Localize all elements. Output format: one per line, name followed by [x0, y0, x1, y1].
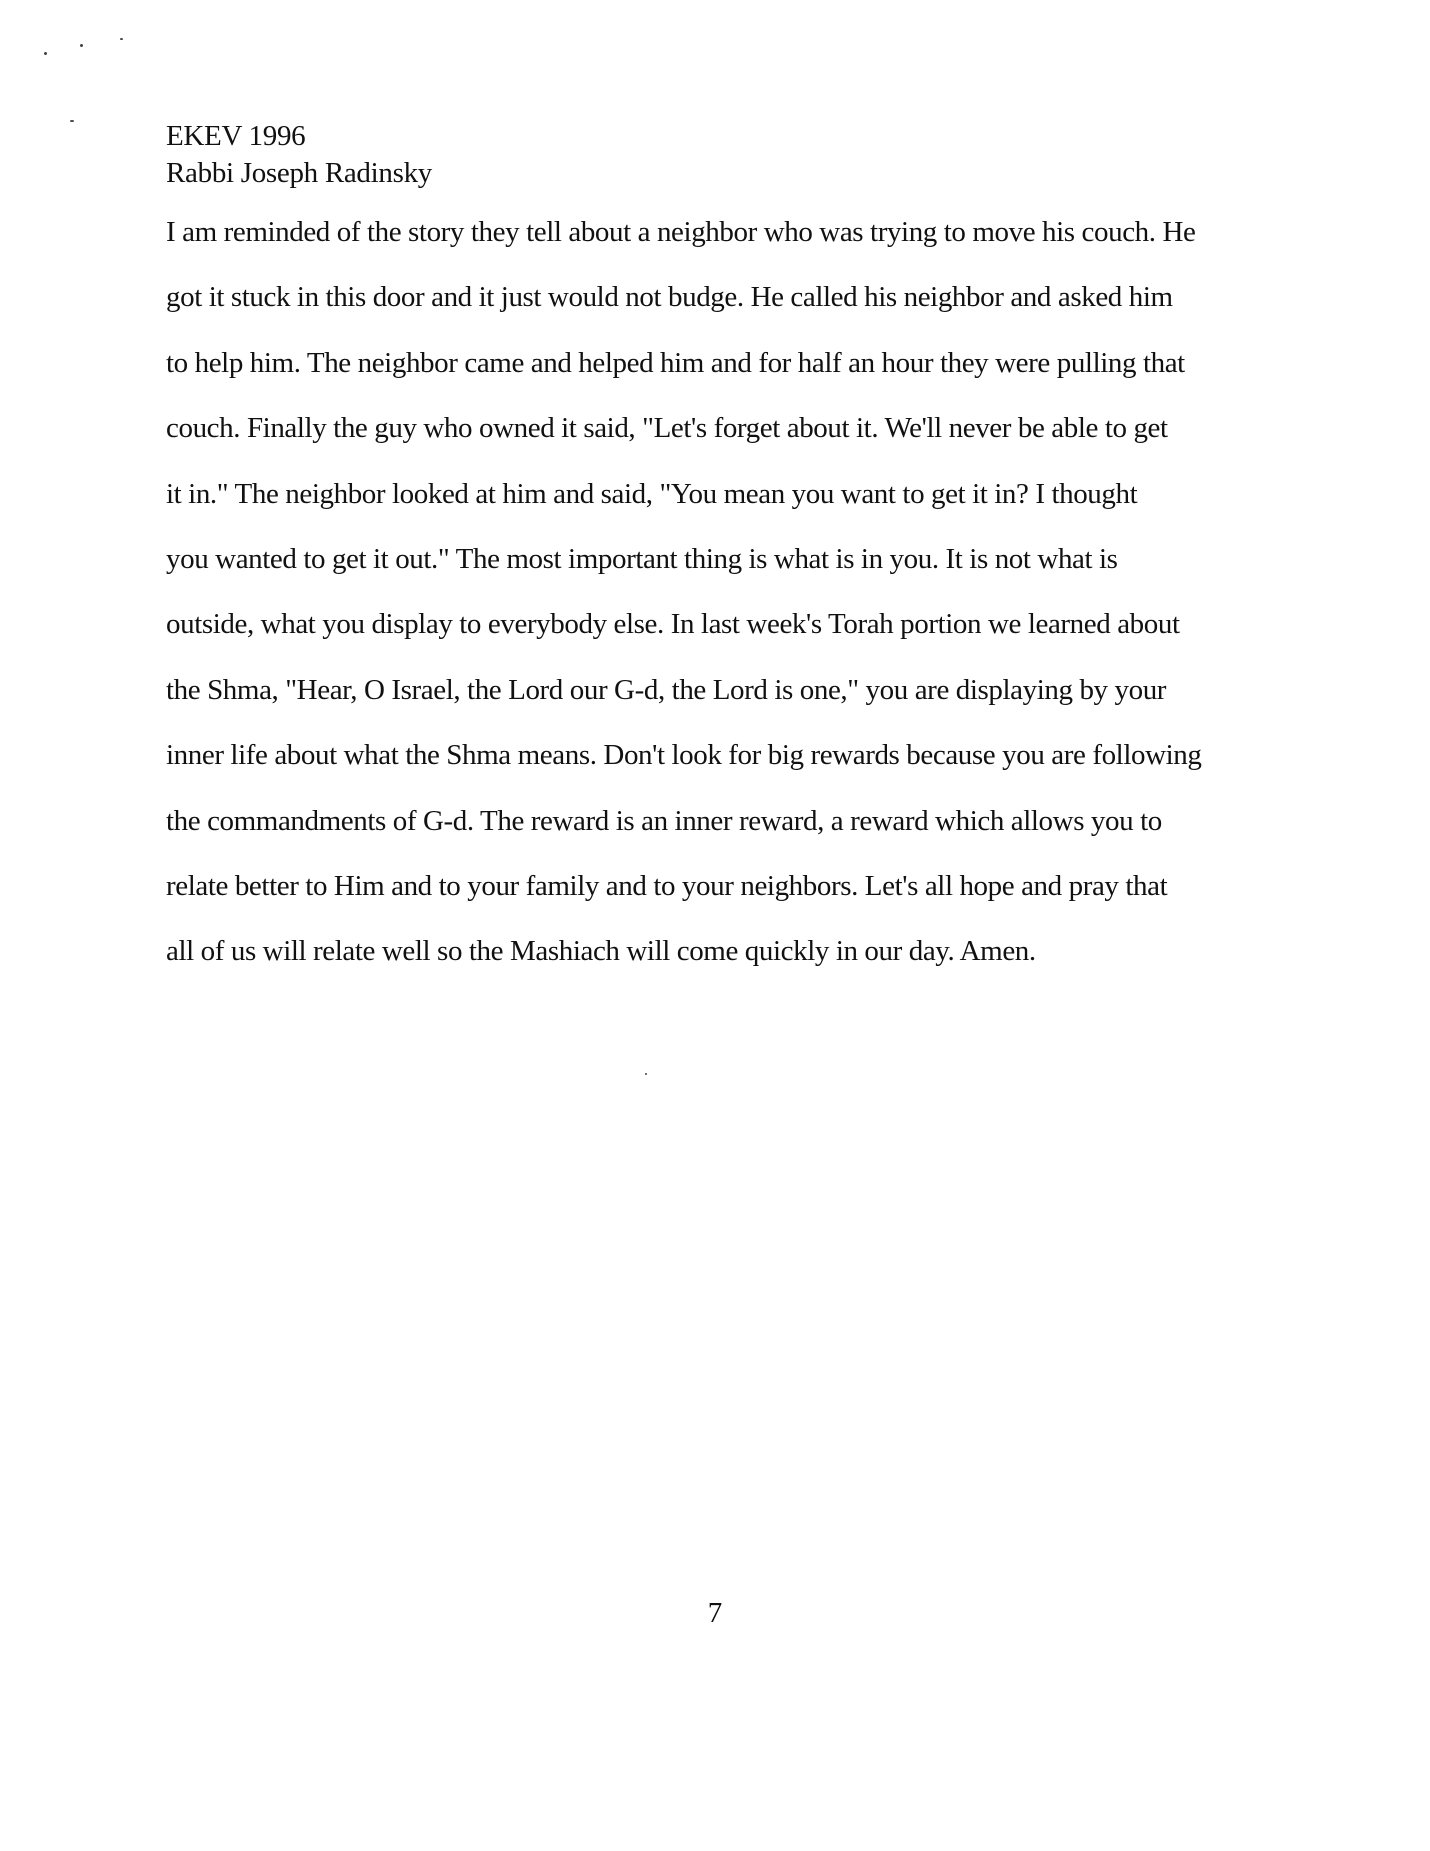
body-line: couch. Finally the guy who owned it said, "Let's forget about it. We'll never be able to get [166, 412, 1168, 445]
scan-speck [44, 52, 47, 55]
body-line: got it stuck in this door and it just would not budge. He called his neighbor and asked him [166, 281, 1173, 314]
scan-speck [80, 44, 83, 47]
body-line: the commandments of G-d. The reward is an inner reward, a reward which allows you to [166, 804, 1162, 837]
body-line: it in." The neighbor looked at him and said, "You mean you want to get it in? I thought [166, 477, 1138, 510]
document-author: Rabbi Joseph Radinsky [166, 157, 432, 189]
page-number: 7 [707, 1597, 723, 1629]
body-line: outside, what you display to everybody else. In last week's Torah portion we learned about [166, 608, 1180, 641]
document-title: EKEV 1996 [166, 120, 306, 152]
document-body [166, 215, 1266, 1000]
body-line: the Shma, "Hear, O Israel, the Lord our G-d, the Lord is one," you are displaying by your [166, 673, 1167, 706]
body-line: I am reminded of the story they tell about a neighbor who was trying to move his couch. He [166, 216, 1196, 248]
body-line: inner life about what the Shma means. Don't look for big rewards because you are following [166, 739, 1202, 772]
body-line: you wanted to get it out." The most important thing is what is in you. It is not what is [166, 542, 1118, 575]
body-line: relate better to Him and to your family and to your neighbors. Let's all hope and pray that [166, 869, 1168, 902]
document-header [166, 118, 432, 192]
scan-speck [120, 38, 123, 40]
body-line: all of us will relate well so the Mashiach will come quickly in our day. Amen. [166, 935, 1036, 968]
scan-speck [70, 120, 74, 122]
scan-speck [645, 1073, 647, 1075]
body-line: to help him. The neighbor came and helped him and for half an hour they were pulling that [166, 346, 1185, 379]
